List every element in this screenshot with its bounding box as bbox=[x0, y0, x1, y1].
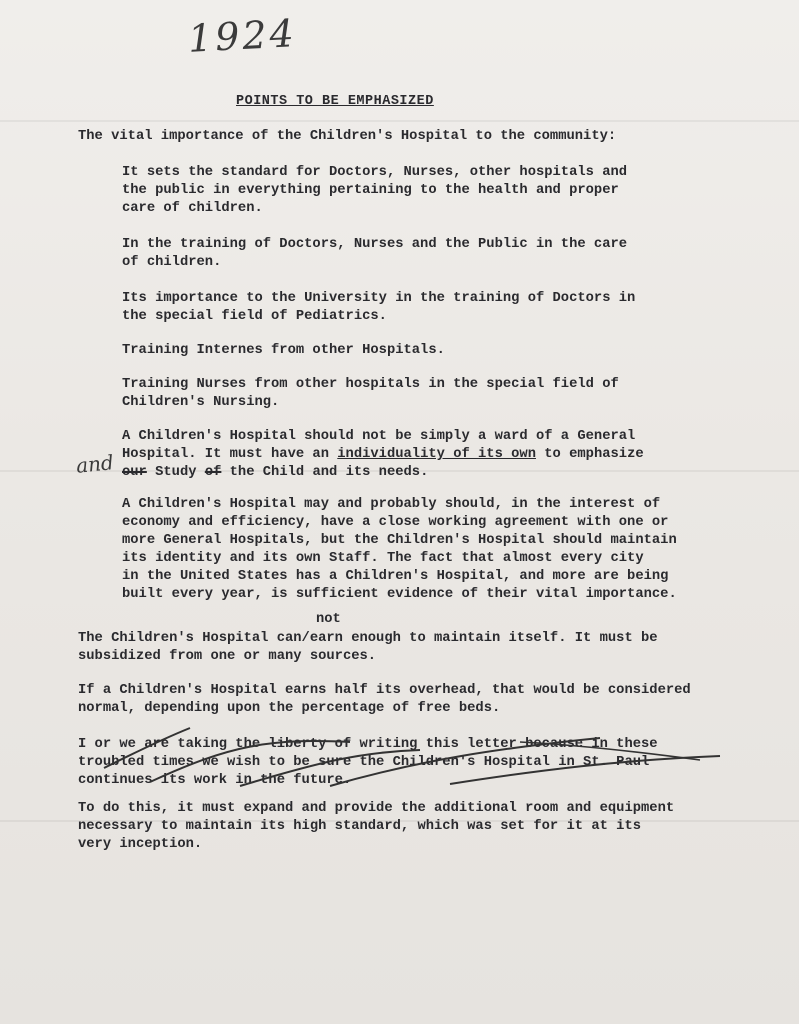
text-line: its identity and its own Staff. The fact that almost every city bbox=[122, 551, 644, 566]
text-line: The Children's Hospital can/earn enough to maintain itself. It must be bbox=[78, 631, 658, 646]
typed-insert: not bbox=[316, 612, 341, 627]
text-line: If a Children's Hospital earns half its overhead, that would be considered bbox=[78, 683, 691, 698]
text-line: A Children's Hospital should not be simply a ward of a General bbox=[122, 429, 636, 444]
text-line: Training Internes from other Hospitals. bbox=[122, 343, 445, 358]
text-line: more General Hospitals, but the Children's Hospital should maintain bbox=[122, 533, 677, 548]
text-line: necessary to maintain its high standard, which was set for it at its bbox=[78, 819, 642, 834]
text-line: continues its work in the future. bbox=[78, 773, 352, 788]
text-line: the special field of Pediatrics. bbox=[122, 309, 387, 324]
text-line: It sets the standard for Doctors, Nurses, other hospitals and bbox=[122, 165, 628, 180]
underlined-phrase: individuality of its own bbox=[337, 447, 536, 462]
text-line: in the United States has a Children's Hospital, and more are being bbox=[122, 569, 669, 584]
text-line: economy and efficiency, have a close working agreement with one or bbox=[122, 515, 669, 530]
text-line: the public in everything pertaining to the health and proper bbox=[122, 183, 619, 198]
text-line: Children's Nursing. bbox=[122, 395, 280, 410]
page-title: POINTS TO BE EMPHASIZED bbox=[236, 94, 434, 109]
text-fragment: Study bbox=[146, 465, 205, 480]
text-line: of children. bbox=[122, 255, 222, 270]
text-fragment: the Child and its needs. bbox=[221, 465, 429, 480]
text-line: very inception. bbox=[78, 837, 203, 852]
text-line: care of children. bbox=[122, 201, 263, 216]
text-fragment: Hospital. It must have an bbox=[122, 447, 338, 462]
text-line: subsidized from one or many sources. bbox=[78, 649, 377, 664]
text-line: In the training of Doctors, Nurses and the Public in the care bbox=[122, 237, 628, 252]
struck-word: our bbox=[122, 465, 147, 480]
handwritten-insert: and bbox=[74, 450, 115, 478]
text-line: troubled times we wish to be sure the Children's Hospital in St. Paul bbox=[78, 755, 650, 770]
text-line: Its importance to the University in the training of Doctors in bbox=[122, 291, 636, 306]
text-line: To do this, it must expand and provide the additional room and equipment bbox=[78, 801, 675, 816]
point-expand bbox=[78, 800, 674, 854]
text-line: A Children's Hospital may and probably should, in the interest of bbox=[122, 497, 661, 512]
text-line: normal, depending upon the percentage of free beds. bbox=[78, 701, 501, 716]
handwritten-year: 1924 bbox=[186, 11, 298, 61]
text-line: I or we are taking the liberty of writing this letter because in these bbox=[78, 737, 658, 752]
text-fragment: to emphasize bbox=[536, 447, 644, 462]
intro-line: The vital importance of the Children's Hospital to the community: bbox=[78, 129, 617, 144]
text-line: Training Nurses from other hospitals in the special field of bbox=[122, 377, 619, 392]
text-line: built every year, is sufficient evidence of their vital importance. bbox=[122, 587, 677, 602]
struck-word: of bbox=[204, 465, 222, 480]
